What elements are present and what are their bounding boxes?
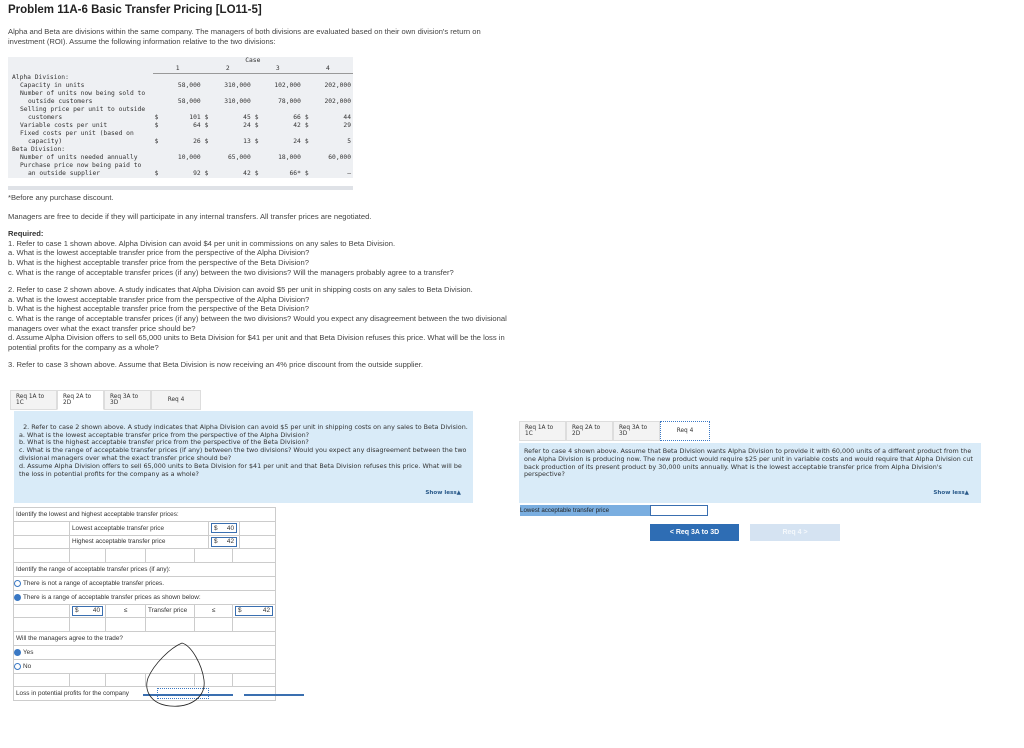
intro-text: Alpha and Beta are divisions within the same company. The managers of both divisions are evaluated based on their own division's return on investment (ROI). Assume the following information relative to the two divisions: xyxy=(8,27,481,46)
cell-value xyxy=(161,90,203,98)
agree-label: Will the managers agree to the trade? xyxy=(16,635,123,643)
currency-sign xyxy=(153,74,161,82)
cell-value: 13 xyxy=(243,137,251,145)
lowest-price-input[interactable] xyxy=(211,523,237,533)
page-title: Problem 11A-6 Basic Transfer Pricing [LO11-5] xyxy=(8,4,262,16)
radio-no-range[interactable] xyxy=(14,577,275,591)
case-header: 2 xyxy=(203,65,253,74)
cell-value: 202,000 xyxy=(324,97,351,105)
row-label: outside customers xyxy=(28,97,93,105)
table-row xyxy=(8,82,353,90)
cell-value: 60,000 xyxy=(328,153,351,161)
case-header: 1 xyxy=(153,65,203,74)
currency-sign xyxy=(303,90,311,98)
managers-note: Managers are free to decide if they will participate in any internal transfers. All transfer prices are negotiated. xyxy=(8,211,372,221)
cell-value: 44 xyxy=(343,113,351,121)
next-button[interactable]: Req 4 > xyxy=(750,524,840,541)
required-line xyxy=(8,277,523,285)
required-line: c. What is the range of acceptable transfer prices (if any) between the two divisions? Will the managers probably agree to a transfer? xyxy=(8,267,454,277)
range-high-input[interactable] xyxy=(235,606,273,616)
cell-value: 66* xyxy=(289,169,301,177)
right-question-box xyxy=(519,443,981,503)
table-row xyxy=(8,122,353,130)
table-row xyxy=(8,170,353,178)
identify-label: Identify the lowest and highest acceptable transfer prices: xyxy=(16,510,179,518)
cell-value: 10,000 xyxy=(177,153,201,161)
prev-button[interactable]: < Req 3A to 3D xyxy=(650,524,739,541)
cell-value xyxy=(311,146,353,154)
footnote: *Before any purchase discount. xyxy=(8,193,114,202)
value: 42 xyxy=(262,607,270,615)
row-label: Capacity in units xyxy=(20,81,85,89)
row-label: customers xyxy=(28,113,63,121)
highest-price-input[interactable] xyxy=(211,537,237,547)
row-label: Alpha Division: xyxy=(12,73,69,81)
currency-sign xyxy=(303,146,311,154)
currency-sign xyxy=(153,82,161,90)
currency-sign xyxy=(153,90,161,98)
left-req-tabs xyxy=(10,390,201,410)
tab-req-2[interactable]: Req 2A to 2D xyxy=(57,390,104,410)
case-header: 3 xyxy=(253,65,303,74)
cell-value xyxy=(311,74,353,82)
currency-sign xyxy=(203,154,211,162)
cell-value: – xyxy=(347,169,351,177)
currency-sign xyxy=(253,146,261,154)
cell-value: 42 xyxy=(293,121,301,129)
required-line: b. What is the highest acceptable transfer price from the perspective of the Beta Division? xyxy=(8,257,309,267)
currency-sign: $ xyxy=(304,137,309,145)
required-line: d. Assume Alpha Division offers to sell 65,000 units to Beta Division for $41 per unit and that Beta Division refuses this price. What will be the loss in potential profits for the company as a whole? xyxy=(8,333,505,352)
currency-sign xyxy=(203,90,211,98)
currency-sign xyxy=(203,74,211,82)
required-line: 1. Refer to case 1 shown above. Alpha Division can avoid $4 per unit in commissions on any sales to Beta Division. xyxy=(8,238,396,248)
cell-value xyxy=(261,130,303,138)
currency-sign xyxy=(253,82,261,90)
cell-value: 24 xyxy=(243,121,251,129)
le-sign: ≤ xyxy=(105,605,145,618)
cell-value xyxy=(261,74,303,82)
show-less-link[interactable]: Show less▲ xyxy=(425,490,461,497)
currency-sign: $ xyxy=(254,169,259,177)
table-row xyxy=(8,130,353,138)
tab-req-4[interactable]: Req 4 xyxy=(660,421,710,441)
currency: $ xyxy=(238,607,242,615)
bottom-line xyxy=(244,694,304,696)
cell-value: 18,000 xyxy=(278,153,301,161)
value: 40 xyxy=(226,524,234,532)
currency-sign xyxy=(303,106,311,114)
cell-value: 66 xyxy=(293,113,301,121)
currency-sign xyxy=(253,106,261,114)
currency-sign: $ xyxy=(304,121,309,129)
table-row xyxy=(8,162,353,170)
cell-value xyxy=(261,146,303,154)
table-row xyxy=(8,106,353,114)
lowest-price-input[interactable] xyxy=(650,505,708,516)
tab-req-1[interactable]: Req 1A to 1C xyxy=(10,390,57,410)
cell-value xyxy=(161,74,203,82)
lowest-label: Lowest acceptable transfer price xyxy=(520,505,650,516)
currency-sign xyxy=(153,146,161,154)
question-text: 2. Refer to case 2 shown above. A study indicates that Alpha Division can avoid $5 per unit in shipping costs on any sales to Beta Division. a. What is the lowest acceptable transfer price from the perspective of the Alpha Division? b. What is the highest acceptable transfer price from the perspective of the Beta Division? c. What is the range of acceptable transfer prices (if any) between the two divisions? Would you expect any disagreement between the two divisional managers over what the exact transfer price should be? d. Assume Alpha Division offers to sell 65,000 units to Beta Division for $41 per unit and that Beta Division refuses this price. What will be the loss in potential profits for the company as a whole? xyxy=(19,422,468,478)
cell-value: 102,000 xyxy=(274,81,301,89)
cell-value: 202,000 xyxy=(324,81,351,89)
required-line: 3. Refer to case 3 shown above. Assume that Beta Division is now receiving an 4% price discount from the outside supplier. xyxy=(8,360,423,370)
currency-sign xyxy=(153,154,161,162)
cell-value: 5 xyxy=(347,137,351,145)
required-heading: Required: xyxy=(8,229,44,239)
currency-sign: $ xyxy=(304,113,309,121)
grid-row xyxy=(14,536,275,550)
cell-value: 45 xyxy=(243,113,251,121)
cell-value xyxy=(311,130,353,138)
table-header-row xyxy=(8,57,353,65)
case-header: 4 xyxy=(303,65,353,74)
required-line: b. What is the highest acceptable transfer price from the perspective of the Beta Division? xyxy=(8,304,309,314)
table-row xyxy=(8,114,353,122)
currency-sign xyxy=(303,98,311,106)
currency: $ xyxy=(75,607,79,615)
table-row xyxy=(8,154,353,162)
table-row xyxy=(8,90,353,98)
table-header-row xyxy=(8,65,353,74)
cell-value: 24 xyxy=(293,137,301,145)
currency-sign xyxy=(303,74,311,82)
currency-sign: $ xyxy=(254,113,259,121)
range-label: Identify the range of acceptable transfer prices (if any): xyxy=(16,566,171,574)
currency-sign xyxy=(303,154,311,162)
loss-label: Loss in potential profits for the company xyxy=(16,690,129,698)
currency-sign xyxy=(153,162,161,170)
currency-sign xyxy=(253,130,261,138)
cell-value: 58,000 xyxy=(177,81,201,89)
option-label: There is not a range of acceptable transfer prices. xyxy=(23,579,165,587)
currency-sign xyxy=(253,154,261,162)
currency-sign: $ xyxy=(154,113,159,121)
grid-row xyxy=(14,508,275,522)
highest-label: Highest acceptable transfer price xyxy=(69,536,208,549)
lowest-label: Lowest acceptable transfer price xyxy=(69,522,208,535)
tab-req-4[interactable]: Req 4 xyxy=(151,390,201,410)
row-label: Purchase price now being paid to xyxy=(20,161,142,169)
cell-value xyxy=(261,162,303,170)
transfer-price-label: Transfer price xyxy=(145,605,194,618)
row-label: Fixed costs per unit (based on xyxy=(20,129,134,137)
cell-value xyxy=(161,106,203,114)
currency-sign xyxy=(303,130,311,138)
currency-sign: $ xyxy=(204,137,209,145)
row-label: Selling price per unit to outside xyxy=(20,105,146,113)
currency-sign xyxy=(153,130,161,138)
table-row xyxy=(8,74,353,82)
cell-value xyxy=(211,106,253,114)
required-line xyxy=(8,352,523,360)
cell-value: 26 xyxy=(193,137,201,145)
row-label: an outside supplier xyxy=(28,169,101,177)
cell-value xyxy=(211,146,253,154)
cell-value xyxy=(261,106,303,114)
required-line: a. What is the lowest acceptable transfer price from the perspective of the Alpha Division? xyxy=(8,294,310,304)
radio-selected-icon[interactable] xyxy=(14,594,21,601)
currency-sign xyxy=(203,106,211,114)
grid-row xyxy=(14,618,275,632)
case-label: Case xyxy=(245,57,261,64)
cell-value: 29 xyxy=(343,121,351,129)
cell-value xyxy=(311,90,353,98)
tab-req-2[interactable]: Req 2A to 2D xyxy=(566,421,613,441)
row-label: Number of units now being sold to xyxy=(20,89,146,97)
required-line: 2. Refer to case 2 shown above. A study indicates that Alpha Division can avoid $5 per unit in shipping costs on any sales to Beta Division. xyxy=(8,285,473,295)
range-low-input[interactable] xyxy=(72,606,103,616)
hand-drawn-circle xyxy=(140,640,210,710)
cell-value: 65,000 xyxy=(228,153,251,161)
cell-value xyxy=(311,162,353,170)
cell-value xyxy=(211,162,253,170)
row-label: Number of units needed annually xyxy=(20,153,138,161)
cell-value: 310,000 xyxy=(224,81,251,89)
cell-value xyxy=(161,162,203,170)
currency-sign: $ xyxy=(154,121,159,129)
currency-sign: $ xyxy=(154,169,159,177)
cell-value xyxy=(211,90,253,98)
row-label: Variable costs per unit xyxy=(20,121,108,129)
currency-sign xyxy=(203,130,211,138)
currency-sign xyxy=(253,98,261,106)
tab-req-1[interactable]: Req 1A to 1C xyxy=(519,421,566,441)
cell-value: 78,000 xyxy=(278,97,301,105)
currency-sign xyxy=(153,106,161,114)
table-row xyxy=(8,138,353,146)
currency-sign: $ xyxy=(204,121,209,129)
radio-icon[interactable] xyxy=(14,580,21,587)
row-label: capacity) xyxy=(28,137,63,145)
currency-sign xyxy=(203,98,211,106)
cell-value xyxy=(211,130,253,138)
grid-row xyxy=(14,549,275,563)
currency-sign xyxy=(253,162,261,170)
grid-row xyxy=(14,605,275,619)
table-row xyxy=(8,146,353,154)
grid-row xyxy=(14,563,275,577)
currency-sign xyxy=(203,162,211,170)
question-text: Refer to case 4 shown above. Assume that Beta Division wants Alpha Division to provide it with 60,000 units of a different product from the one Alpha Division is producing now. The new product would require $25 per unit in variable costs and would require that Alpha Division cut back production of its present product by 30,000 units annually. What is the lowest acceptable transfer price from Alpha Division's perspective? xyxy=(524,447,973,479)
value: 42 xyxy=(226,538,234,546)
currency-sign xyxy=(203,146,211,154)
tab-req-3[interactable]: Req 3A to 3D xyxy=(104,390,151,410)
cell-value: 310,000 xyxy=(224,97,251,105)
cell-value: 92 xyxy=(193,169,201,177)
division-data-table xyxy=(8,57,353,178)
currency-sign xyxy=(303,162,311,170)
currency-sign: $ xyxy=(154,137,159,145)
cell-value xyxy=(311,106,353,114)
option-label: There is a range of acceptable transfer prices as shown below: xyxy=(23,593,201,601)
value: 40 xyxy=(92,607,100,615)
currency-sign xyxy=(153,98,161,106)
currency-sign: $ xyxy=(254,137,259,145)
grid-row xyxy=(14,522,275,536)
currency-sign: $ xyxy=(304,169,309,177)
radio-icon[interactable] xyxy=(14,663,21,670)
currency-sign: $ xyxy=(204,169,209,177)
left-question-box xyxy=(14,411,473,503)
required-line: a. What is the lowest acceptable transfer price from the perspective of the Alpha Division? xyxy=(8,248,310,258)
table-row xyxy=(8,98,353,106)
cell-value xyxy=(261,90,303,98)
cell-value xyxy=(161,146,203,154)
show-less-link[interactable]: Show less▲ xyxy=(933,490,969,497)
cell-value: 64 xyxy=(193,121,201,129)
right-req-tabs xyxy=(519,421,710,441)
radio-range[interactable] xyxy=(14,591,275,605)
currency-sign: $ xyxy=(204,113,209,121)
le-sign: ≤ xyxy=(194,605,232,618)
currency-sign xyxy=(253,90,261,98)
currency-sign xyxy=(253,74,261,82)
required-section xyxy=(8,193,523,370)
currency-sign xyxy=(303,82,311,90)
radio-selected-icon[interactable] xyxy=(14,649,21,656)
option-label: Yes xyxy=(23,648,34,656)
currency: $ xyxy=(214,524,218,532)
tab-req-3[interactable]: Req 3A to 3D xyxy=(613,421,660,441)
cell-value: 42 xyxy=(243,169,251,177)
cell-value xyxy=(211,74,253,82)
currency: $ xyxy=(214,538,218,546)
required-line: c. What is the range of acceptable transfer prices (if any) between the two divisions? Would you expect any disagreement between the two divisional managers over what the exact transfer price should be? xyxy=(8,313,507,333)
cell-value xyxy=(161,130,203,138)
currency-sign: $ xyxy=(254,121,259,129)
cell-value: 58,000 xyxy=(177,97,201,105)
currency-sign xyxy=(203,82,211,90)
row-label: Beta Division: xyxy=(12,145,66,153)
table-bottom-bar xyxy=(8,186,353,190)
option-label: No xyxy=(23,662,32,670)
cell-value: 101 xyxy=(189,113,201,121)
